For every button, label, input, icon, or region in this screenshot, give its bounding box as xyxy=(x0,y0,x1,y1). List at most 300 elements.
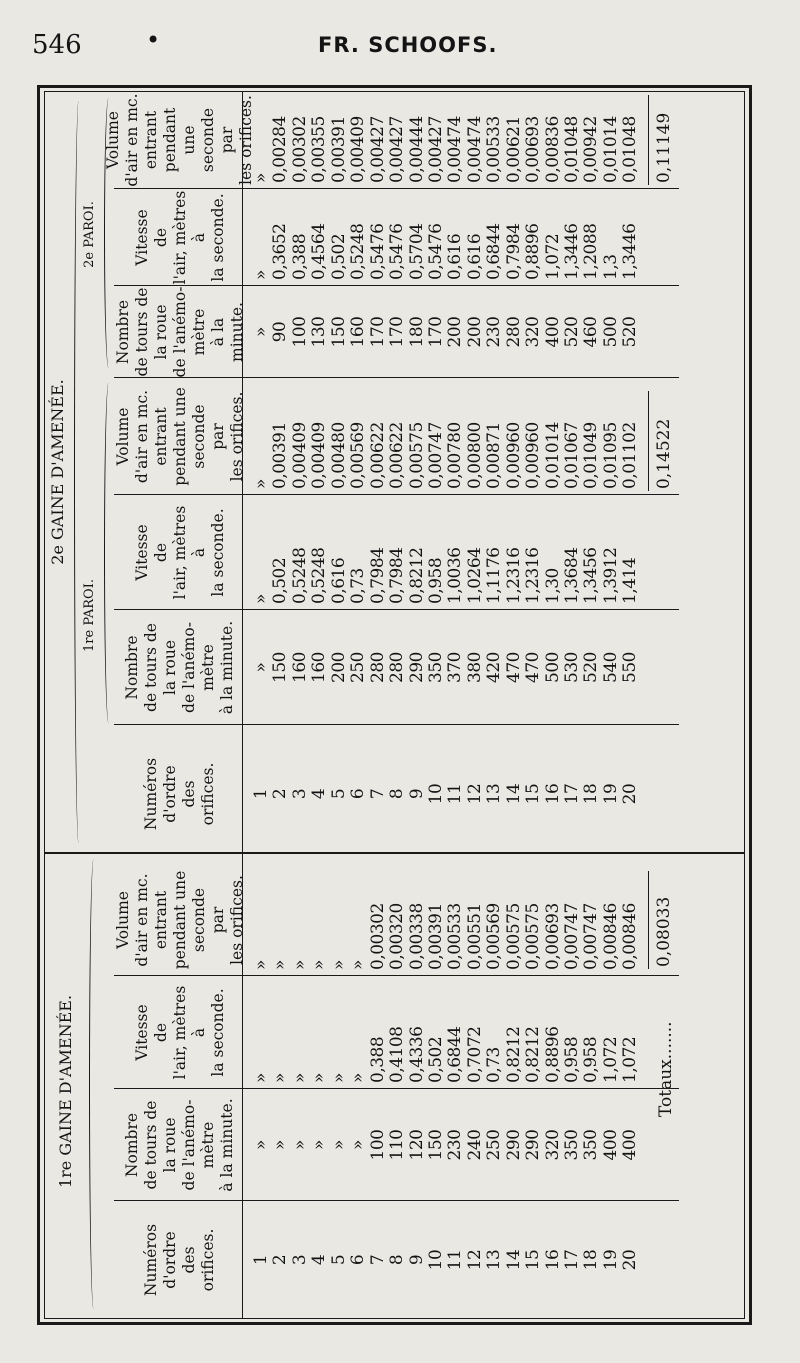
table-cell: 370 xyxy=(445,652,466,683)
p2-header-volume xyxy=(104,91,255,189)
header-line: la seconde. xyxy=(208,988,227,1077)
table-cell: 0,00575 xyxy=(503,903,524,970)
header-text xyxy=(142,1201,218,1319)
p2-col-rule-1 xyxy=(114,285,679,286)
table-cell: 20 xyxy=(620,783,641,805)
table-cell: 0,01067 xyxy=(562,422,582,489)
page-number: 546 xyxy=(32,30,82,60)
table-cell: 290 xyxy=(523,1129,544,1161)
table-cell: » xyxy=(309,1073,330,1083)
table-cell: 420 xyxy=(484,652,505,683)
table-cell: 150 xyxy=(328,316,349,348)
header-line: de tours de xyxy=(142,623,160,712)
table-cell: 0,00622 xyxy=(367,422,388,489)
header-line: des xyxy=(180,780,198,808)
table-cell: 13 xyxy=(484,783,505,805)
table-cell: » xyxy=(328,1073,349,1083)
table-cell: 1,3 xyxy=(600,254,621,280)
table-cell: 0,00409 xyxy=(309,422,330,489)
table-cell: » xyxy=(289,1073,310,1083)
table-cell: 8 xyxy=(387,788,408,800)
header-line: Nombre xyxy=(113,299,132,365)
table-cell: 0,388 xyxy=(367,1036,388,1083)
table-cell: 0,00575 xyxy=(406,422,427,489)
table-cell: 1,30 xyxy=(542,568,563,604)
header-line: Numéros xyxy=(142,757,160,831)
table-cell: 0,8896 xyxy=(542,1026,563,1083)
table-cell: 0,00960 xyxy=(523,422,544,489)
header-line: d'ordre xyxy=(161,765,179,823)
table-cell: 0,4108 xyxy=(387,1026,408,1083)
table-cell: 0,00846 xyxy=(600,903,621,970)
header-line: Volume xyxy=(113,407,132,466)
table-cell: » xyxy=(270,1140,291,1150)
table-cell: 1,1176 xyxy=(484,547,505,604)
header-line: orifices. xyxy=(199,762,217,826)
header-line: de xyxy=(151,227,170,248)
table-cell: 0,00409 xyxy=(289,422,310,489)
table-cell: » xyxy=(251,479,271,489)
header-line: à xyxy=(189,232,208,243)
table-cell: 5 xyxy=(328,1254,349,1266)
header-line: la seconde. xyxy=(208,193,227,282)
table-cell: 0,00302 xyxy=(367,903,388,970)
table-cell: 0,00693 xyxy=(542,903,563,970)
header-line: seconde xyxy=(189,404,208,469)
table-cell: 170 xyxy=(387,316,408,348)
table-cell: 150 xyxy=(270,652,291,683)
table-cell: 19 xyxy=(600,783,621,805)
table-cell: 1,3456 xyxy=(581,547,602,604)
header-text xyxy=(133,495,228,610)
table-cell: 0,00391 xyxy=(425,903,446,970)
header-line: Numéros xyxy=(142,1223,160,1297)
table-cell: 0,00391 xyxy=(270,422,291,489)
table-cell: 0,00569 xyxy=(484,903,505,970)
table-cell: 19 xyxy=(600,1249,621,1271)
section-2e-gaine xyxy=(44,91,745,853)
table-cell: 10 xyxy=(425,783,446,805)
table-cell: 0,502 xyxy=(425,1036,446,1083)
table-cell: 100 xyxy=(289,316,310,348)
table-cell: 470 xyxy=(523,652,544,683)
table-cell: 20 xyxy=(620,1249,641,1271)
table-cell: 0,00622 xyxy=(387,422,408,489)
header-text xyxy=(114,378,247,495)
header-line: à xyxy=(189,547,208,558)
p1-col-rule-3 xyxy=(114,494,679,495)
table-cell: 100 xyxy=(367,1129,388,1161)
table-cell: » xyxy=(348,1140,369,1150)
header-line: la roue xyxy=(161,639,179,696)
table-cell: 0,502 xyxy=(328,233,349,280)
table-cell: 13 xyxy=(484,1249,505,1271)
table-cell: 0,01014 xyxy=(542,422,563,489)
table-cell: 280 xyxy=(367,652,388,683)
header-line: d'air en mc. xyxy=(123,93,141,187)
table-cell: 0,01048 xyxy=(562,116,582,183)
section-1-brace xyxy=(89,859,98,1309)
table-cell: 0,00444 xyxy=(406,116,427,183)
header-line: l'air, mètres xyxy=(170,190,189,285)
table-cell: » xyxy=(289,1140,310,1150)
p1-header-ordre xyxy=(120,735,240,853)
table-cell: 230 xyxy=(484,316,505,348)
table-cell: 0,00871 xyxy=(484,422,505,489)
header-line: la roue xyxy=(151,304,170,360)
header-line: mètre xyxy=(189,308,208,356)
table-cell: 180 xyxy=(406,316,427,348)
s1-header-vitesse xyxy=(120,976,240,1089)
table-cell: 18 xyxy=(581,1249,602,1271)
section-1re-gaine xyxy=(44,854,745,1319)
table-cell: 520 xyxy=(581,652,602,683)
header-line: la seconde. xyxy=(208,508,227,597)
table-cell: 1,414 xyxy=(620,557,641,604)
table-cell: 10 xyxy=(425,1249,446,1271)
table-cell: » xyxy=(348,960,369,970)
paroi-1-brace xyxy=(104,383,113,723)
table-cell: 530 xyxy=(562,652,582,683)
rotated-table xyxy=(44,91,745,1319)
table-cell: 0,502 xyxy=(270,557,291,604)
table-cell: 320 xyxy=(542,1129,563,1161)
header-line: entrant xyxy=(142,110,160,170)
table-cell: 12 xyxy=(464,1249,485,1271)
header-line: pendant une xyxy=(170,870,189,970)
table-cell: 240 xyxy=(464,1129,485,1161)
header-rule xyxy=(242,91,243,1319)
table-cell: 1,3684 xyxy=(562,547,582,604)
table-cell: 0,7072 xyxy=(464,1026,485,1083)
table-cell: » xyxy=(251,960,271,970)
table-cell: 380 xyxy=(464,652,485,683)
table-cell: 90 xyxy=(270,321,291,343)
table-cell: » xyxy=(251,1140,271,1150)
table-cell: 540 xyxy=(600,652,621,683)
table-cell: 0,00693 xyxy=(523,116,544,183)
table-cell: 350 xyxy=(425,652,446,683)
header-line: orifices. xyxy=(199,1228,217,1292)
table-cell: 7 xyxy=(367,788,388,800)
table-cell: » xyxy=(328,960,349,970)
header-line: à la minute. xyxy=(218,620,236,715)
table-cell: 15 xyxy=(523,783,544,805)
table-cell: 0,8212 xyxy=(503,1026,524,1083)
header-line: à la minute. xyxy=(208,302,246,362)
section-1-title: 1re GAINE D'AMENÉE. xyxy=(56,994,75,1189)
p1-col-tours xyxy=(252,610,641,725)
header-line: à la minute. xyxy=(218,1098,236,1192)
table-cell: 0,4564 xyxy=(309,223,330,280)
table-cell: 6 xyxy=(348,788,369,800)
table-cell: 350 xyxy=(581,1129,602,1161)
table-cell: 1,2316 xyxy=(503,547,524,604)
table-cell: 17 xyxy=(562,1249,582,1271)
table-cell: 230 xyxy=(445,1129,466,1161)
table-cell: 550 xyxy=(620,652,641,683)
p2-col-vitesse xyxy=(252,189,641,284)
table-cell: » xyxy=(251,173,271,183)
table-cell: » xyxy=(251,270,271,280)
table-cell: 250 xyxy=(348,652,369,683)
table-cell: 1,3912 xyxy=(600,547,621,604)
table-cell: 1,0264 xyxy=(464,547,485,604)
table-cell: 0,958 xyxy=(581,1036,602,1083)
table-cell: 0,00533 xyxy=(445,903,466,970)
table-cell: 470 xyxy=(503,652,524,683)
table-cell: 350 xyxy=(562,1129,582,1161)
s1-header-ordre xyxy=(120,1201,240,1319)
s1-col-tours xyxy=(252,1089,641,1201)
header-text xyxy=(104,91,256,189)
table-cell: » xyxy=(251,594,271,604)
table-cell: 12 xyxy=(464,783,485,805)
table-cell: 200 xyxy=(328,652,349,683)
p1-total-rule xyxy=(648,391,649,491)
s1-col-ordre xyxy=(252,1201,641,1319)
header-line: de tours de xyxy=(142,1100,160,1190)
table-cell: 0,00551 xyxy=(464,903,485,970)
table-cell: 460 xyxy=(581,316,602,348)
table-cell: 16 xyxy=(542,1249,563,1271)
header-line: de xyxy=(151,542,170,563)
table-cell: 280 xyxy=(387,652,408,683)
table-cell: 0,00284 xyxy=(270,116,291,183)
p1-total-value: 0,14522 xyxy=(654,418,674,489)
table-cell: 0,00800 xyxy=(464,422,485,489)
table-cell: 0,73 xyxy=(484,1047,505,1083)
header-line: Volume xyxy=(104,111,122,169)
table-cell: 0,00780 xyxy=(445,422,466,489)
table-cell: 500 xyxy=(542,652,563,683)
table-cell: 14 xyxy=(503,1249,524,1271)
header-line: des xyxy=(180,1246,198,1274)
header-line: par xyxy=(208,423,227,450)
table-cell: 0,616 xyxy=(464,233,485,280)
table-cell: 0,00575 xyxy=(523,903,544,970)
s1-col-volume xyxy=(252,864,641,974)
table-cell: 0,00846 xyxy=(620,903,641,970)
table-cell: 7 xyxy=(367,1254,388,1266)
table-cell: 0,7984 xyxy=(503,223,524,280)
table-cell: 0,8212 xyxy=(406,547,427,604)
table-cell: 0,00355 xyxy=(309,116,330,183)
table-cell: 1,072 xyxy=(620,1036,641,1083)
table-cell: 0,8896 xyxy=(523,223,544,280)
table-cell: 0,00747 xyxy=(581,903,602,970)
table-cell: 0,958 xyxy=(562,1036,582,1083)
table-cell: 3 xyxy=(289,1254,310,1266)
table-cell: 1,2088 xyxy=(581,223,602,280)
table-cell: 9 xyxy=(406,788,427,800)
table-cell: 0,6844 xyxy=(445,1026,466,1083)
p1-header-vitesse xyxy=(120,495,240,610)
table-cell: » xyxy=(328,1140,349,1150)
table-cell: 0,7984 xyxy=(387,547,408,604)
table-cell: 0,01014 xyxy=(600,116,621,183)
header-text xyxy=(142,735,218,853)
table-cell: 0,8212 xyxy=(523,1026,544,1083)
table-cell: 1 xyxy=(251,788,271,800)
table-cell: 0,00836 xyxy=(542,116,563,183)
table-cell: 1,3446 xyxy=(562,223,582,280)
header-line: mètre xyxy=(199,644,217,691)
header-line: de l'anémo- xyxy=(170,286,189,378)
table-cell: 1,0036 xyxy=(445,547,466,604)
header-line: les orifices. xyxy=(237,95,255,185)
paroi-1-title: 1re PAROI. xyxy=(82,579,97,652)
s1-total-rule xyxy=(648,871,649,969)
table-cell: 290 xyxy=(503,1129,524,1161)
table-cell: 0,5476 xyxy=(367,223,388,280)
table-cell: 0,4336 xyxy=(406,1026,427,1083)
table-cell: 5 xyxy=(328,788,349,800)
table-cell: 0,00747 xyxy=(425,422,446,489)
s1-totaux-label: Totaux....... xyxy=(656,1021,676,1117)
p2-header-tours xyxy=(113,286,246,378)
table-cell: 15 xyxy=(523,1249,544,1271)
section-2-title: 2e GAINE D'AMENÉE. xyxy=(48,379,67,565)
p2-col-tours xyxy=(252,286,641,378)
p2-header-vitesse xyxy=(120,189,240,286)
table-cell: 0,00480 xyxy=(328,422,349,489)
header-line: entrant xyxy=(151,407,170,466)
table-cell: 17 xyxy=(562,783,582,805)
table-cell: 9 xyxy=(406,1254,427,1266)
s1-total-value: 0,08033 xyxy=(654,896,674,967)
table-cell: 200 xyxy=(445,316,466,348)
table-cell: » xyxy=(270,960,291,970)
table-cell: 0,00942 xyxy=(581,116,602,183)
table-cell: 280 xyxy=(503,316,524,348)
table-cell: 250 xyxy=(484,1129,505,1161)
table-cell: 0,00427 xyxy=(387,116,408,183)
table-cell: 2 xyxy=(270,788,291,800)
table-cell: 0,01048 xyxy=(620,116,641,183)
p1-col-vitesse xyxy=(252,495,641,608)
s1-col-vitesse xyxy=(252,976,641,1087)
header-line: par xyxy=(218,126,236,154)
table-cell: 3 xyxy=(289,788,310,800)
header-line: Vitesse xyxy=(132,209,151,266)
paroi-2-title: 2e PAROI. xyxy=(82,201,97,268)
table-cell: 14 xyxy=(503,783,524,805)
p1-header-volume xyxy=(113,378,246,495)
table-cell: 130 xyxy=(309,316,330,348)
header-line: d'air en mc. xyxy=(132,873,151,967)
table-cell: » xyxy=(309,960,330,970)
p2-total-value: 0,11149 xyxy=(654,112,674,183)
s1-col-rule-3 xyxy=(114,975,679,976)
table-cell: 0,7984 xyxy=(367,547,388,604)
p1-col-rule-2 xyxy=(114,609,679,610)
header-line: mètre xyxy=(199,1121,217,1169)
header-line: l'air, mètres xyxy=(170,985,189,1080)
p1-col-ordre xyxy=(252,735,641,853)
table-cell: 0,00320 xyxy=(387,903,408,970)
table-cell: 0,73 xyxy=(348,568,369,604)
header-line: l'air, mètres xyxy=(170,505,189,600)
table-cell: 1,072 xyxy=(542,233,563,280)
s1-header-tours xyxy=(120,1089,240,1201)
table-cell: 520 xyxy=(562,316,582,348)
table-cell: 160 xyxy=(289,652,310,683)
header-text xyxy=(133,189,228,286)
table-cell: 0,01049 xyxy=(581,422,602,489)
running-head-author: FR. SCHOOFS. xyxy=(318,33,498,57)
table-cell: 150 xyxy=(425,1129,446,1161)
table-cell: 0,00338 xyxy=(406,903,427,970)
table-cell: 160 xyxy=(309,652,330,683)
header-text xyxy=(123,610,237,725)
table-cell: 0,5704 xyxy=(406,223,427,280)
table-cell: 290 xyxy=(406,652,427,683)
header-text xyxy=(114,286,247,378)
header-text xyxy=(123,1089,237,1201)
table-cell: 0,5248 xyxy=(289,547,310,604)
header-line: d'ordre xyxy=(161,1231,179,1289)
table-cell: 8 xyxy=(387,1254,408,1266)
header-line: entrant xyxy=(151,890,170,950)
table-cell: 170 xyxy=(425,316,446,348)
table-cell: 6 xyxy=(348,1254,369,1266)
p2-total-rule xyxy=(648,95,649,185)
table-cell: » xyxy=(289,960,310,970)
header-line: Vitesse xyxy=(132,1004,151,1061)
table-cell: 1,072 xyxy=(600,1036,621,1083)
table-cell: 0,00621 xyxy=(503,116,524,183)
table-cell: 0,00474 xyxy=(464,116,485,183)
table-cell: 400 xyxy=(600,1129,621,1161)
header-line: pendant une xyxy=(161,107,198,173)
header-line: seconde xyxy=(189,887,208,953)
header-line: de xyxy=(151,1022,170,1043)
table-cell: 0,00427 xyxy=(367,116,388,183)
table-cell: 160 xyxy=(348,316,369,348)
table-cell: 11 xyxy=(445,1249,466,1271)
table-cell: 2 xyxy=(270,1254,291,1266)
p2-col-rule-2 xyxy=(114,188,679,189)
table-cell: 0,616 xyxy=(445,233,466,280)
header-line: de tours de xyxy=(132,287,151,377)
table-cell: 0,00302 xyxy=(289,116,310,183)
header-line: d'air en mc. xyxy=(132,389,151,484)
table-cell: 0,5476 xyxy=(387,223,408,280)
table-cell: 0,01102 xyxy=(620,422,641,489)
header-text xyxy=(133,976,228,1089)
table-cell: 0,00391 xyxy=(328,116,349,183)
table-cell: 0,00427 xyxy=(425,116,446,183)
header-line: la roue xyxy=(161,1117,179,1173)
table-cell: 500 xyxy=(600,316,621,348)
table-cell: 0,01095 xyxy=(600,422,621,489)
header-line: à xyxy=(189,1027,208,1038)
table-cell: 120 xyxy=(406,1129,427,1161)
header-line: Volume xyxy=(113,891,132,949)
header-line: Nombre xyxy=(123,1112,141,1178)
table-cell: 0,958 xyxy=(425,557,446,604)
s1-header-volume xyxy=(113,864,246,976)
p1-header-tours xyxy=(120,610,240,725)
header-text xyxy=(114,864,247,976)
table-cell: » xyxy=(251,327,271,337)
table-cell: 170 xyxy=(367,316,388,348)
header-line: Vitesse xyxy=(132,524,151,581)
table-cell: » xyxy=(309,1140,330,1150)
table-cell: 1,2316 xyxy=(523,547,544,604)
table-cell: 400 xyxy=(620,1129,641,1161)
